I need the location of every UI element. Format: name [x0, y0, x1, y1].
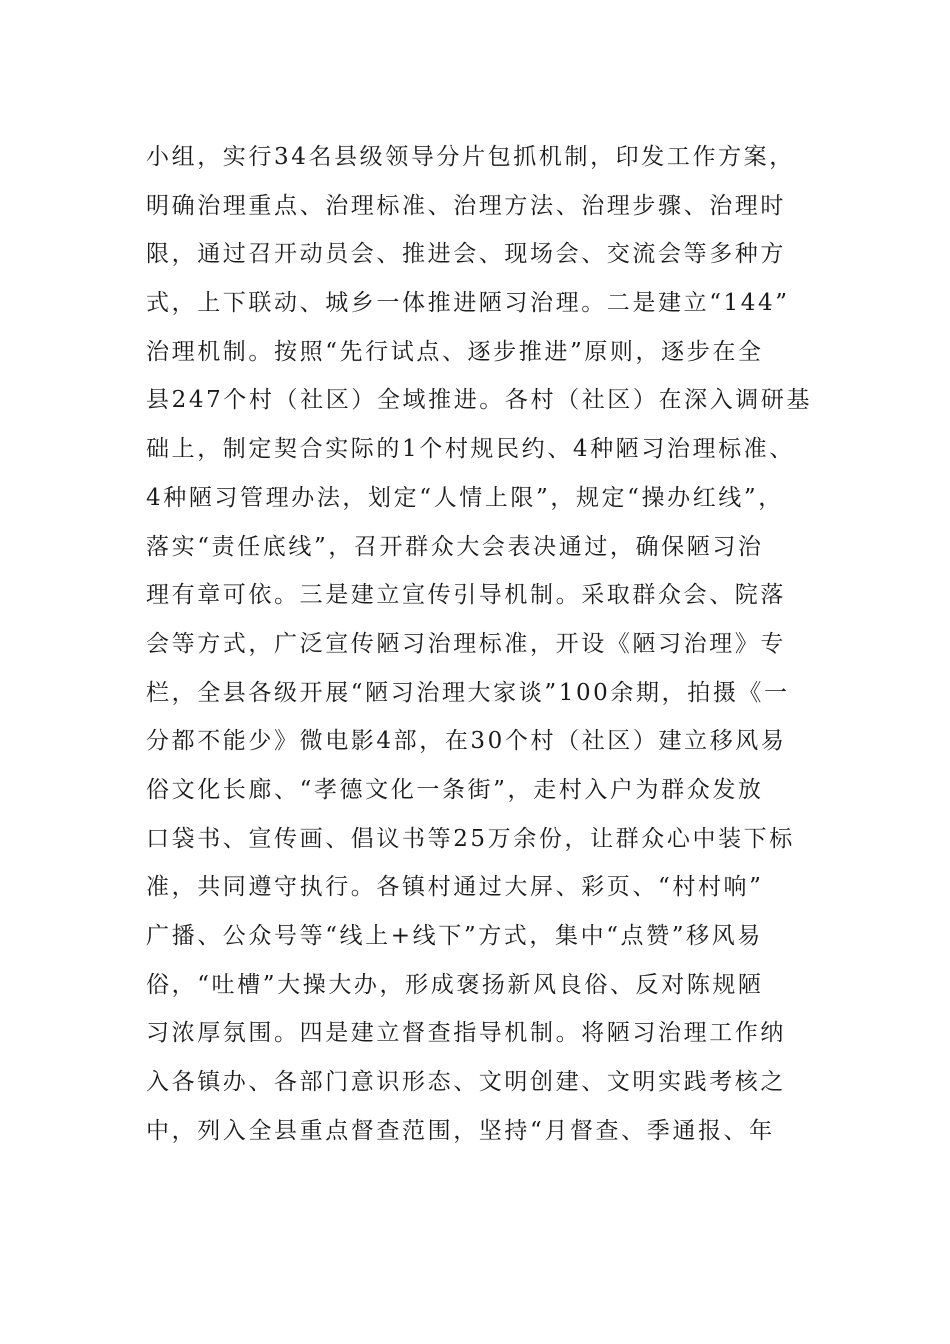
text-line: 广播、公众号等“线上+线下”方式，集中“点赞”移风易	[146, 923, 763, 949]
text-line: 式，上下联动、城乡一体推进陋习治理。二是建立“144”	[146, 290, 790, 317]
text-line: 理有章可依。三是建立宣传引导机制。采取群众会、院落	[146, 582, 786, 609]
text-line: 俗文化长廊、“孝德文化一条街”，走村入户为群众发放	[146, 776, 764, 803]
text-line: 落实“责任底线”，召开群众大会表决通过，确保陋习治	[146, 533, 764, 560]
text-line: 口袋书、宣传画、倡议书等25万余份，让群众心中装下标	[146, 825, 795, 852]
text-line: 入各镇办、各部门意识形态、文明创建、文明实践考核之	[146, 1069, 786, 1096]
text-line: 中，列入全县重点督查范围，坚持“月督查、季通报、年	[146, 1117, 775, 1144]
text-line: 明确治理重点、治理标准、治理方法、治理步骤、治理时	[146, 192, 786, 219]
body-paragraph	[146, 133, 826, 1155]
text-line: 限，通过召开动员会、推进会、现场会、交流会等多种方	[146, 241, 786, 268]
text-line: 栏，全县各级开展“陋习治理大家谈”100余期，拍摄《一	[146, 679, 790, 706]
text-line: 准，共同遵守执行。各镇村通过大屏、彩页、“村村响”	[146, 874, 764, 901]
text-line: 俗，“吐槽”大操大办，形成褒扬新风良俗、反对陈规陋	[146, 971, 764, 998]
text-line: 小组，实行34名县级领导分片包抓机制，印发工作方案，	[146, 144, 795, 170]
text-line: 础上，制定契合实际的1个村规民约、4种陋习治理标准、	[146, 436, 795, 463]
text-line: 分都不能少》微电影4部，在30个村（社区）建立移风易	[146, 728, 787, 755]
text-line: 会等方式，广泛宣传陋习治理标准，开设《陋习治理》专	[146, 630, 786, 657]
text-line: 4种陋习管理办法，划定“人情上限”，规定“操办红线”，	[146, 484, 784, 511]
text-line: 县247个村（社区）全域推进。各村（社区）在深入调研基	[146, 387, 813, 414]
text-line: 治理机制。按照“先行试点、逐步推进”原则，逐步在全	[146, 338, 764, 365]
text-line: 习浓厚氛围。四是建立督查指导机制。将陋习治理工作纳	[146, 1020, 786, 1047]
